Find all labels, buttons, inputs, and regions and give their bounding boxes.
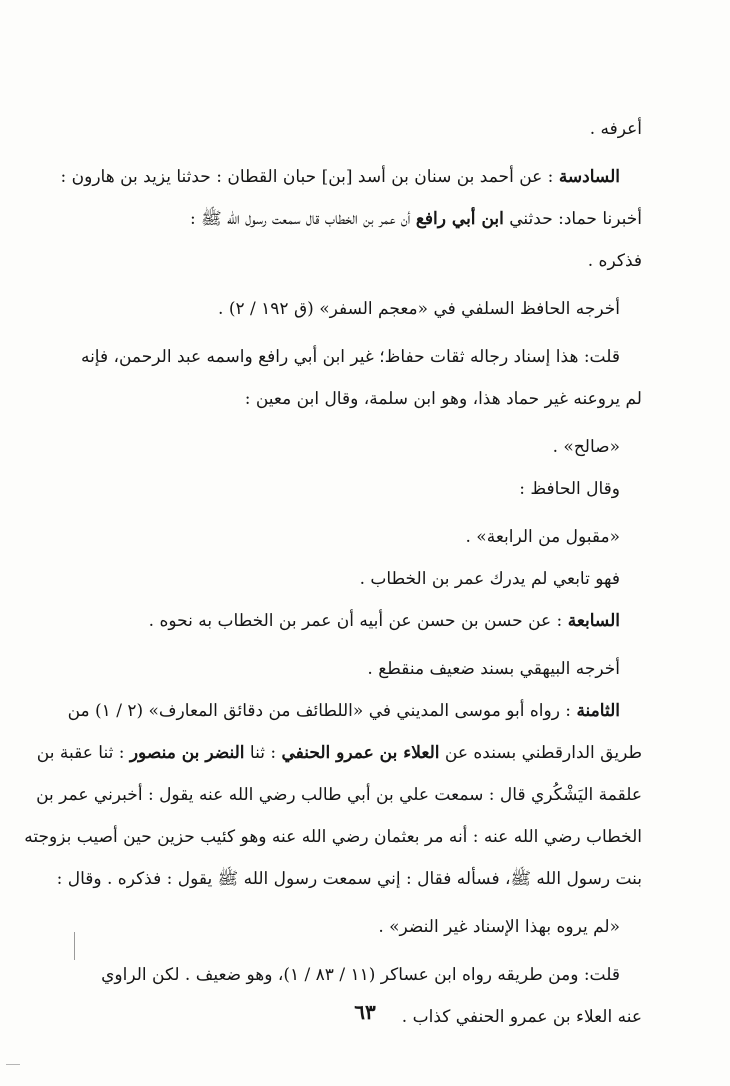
- narrator-name: العلاء بن عمرو الحنفي: [281, 743, 440, 763]
- text-line: قلت: هذا إسناد رجاله ثقات حفاظ؛ غير ابن أبي رافع واسمه عبد الرحمن، فإنه: [80, 347, 620, 367]
- text-line: لم يروعنه غير حماد هذا، وهو ابن سلمة، وقال ابن معين :: [244, 389, 642, 409]
- text-line: طريق الدارقطني بسنده عن العلاء بن عمرو الحنفي : ثنا النضر بن منصور : ثنا عقبة بن: [36, 743, 642, 763]
- page-number: ٦٣: [354, 1000, 376, 1024]
- text-line: وقال الحافظ :: [519, 479, 620, 499]
- text-line: الخطاب رضي الله عنه : أنه مر بعثمان رضي الله عنه وهو كئيب حزين حين أصيب بزوجته: [24, 827, 642, 847]
- text-line: بنت رسول الله ﷺ، فسأله فقال : إني سمعت رسول الله ﷺ يقول : فذكره . وقال :: [56, 869, 642, 889]
- quote-line: «مقبول من الرابعة» .: [465, 527, 620, 547]
- text-line: قلت: ومن طريقه رواه ابن عساكر (١١ / ٨٣ / ١)، وهو ضعيف . لكن الراوي: [101, 965, 620, 985]
- narrator-name: ابن أبي رافع: [415, 209, 504, 229]
- text-line: أخبرنا حماد: حدثني ابن أبي رافع أن عمر بن الخطاب قال سمعت رسول الله ﷺ :: [189, 209, 642, 229]
- text-line: أخرجه الحافظ السلفي في «معجم السفر» (ق ١٩٢ / ٢) .: [218, 299, 620, 319]
- text-line: أخرجه البيهقي بسند ضعيف منقطع .: [367, 659, 620, 679]
- margin-mark: [74, 932, 75, 960]
- text-line: عنه العلاء بن عمرو الحنفي كذاب .: [401, 1007, 642, 1027]
- text-line: أعرفه .: [589, 119, 642, 139]
- text-line: علقمة اليَشْكُري قال : سمعت علي بن أبي طالب رضي الله عنه يقول : أخبرني عمر بن: [36, 785, 642, 805]
- section-label: الثامنة: [576, 701, 620, 721]
- corner-mark: [6, 1064, 20, 1065]
- text-line: السابعة : عن حسن بن حسن عن أبيه أن عمر بن الخطاب به نحوه .: [148, 611, 620, 631]
- narrator-name: النضر بن منصور: [129, 743, 245, 763]
- page-body: [24, 108, 642, 1038]
- quote-line: «لم يروه بهذا الإسناد غير النضر» .: [378, 917, 620, 937]
- text-line: الثامنة : رواه أبو موسى المديني في «اللطائف من دقائق المعارف» (٢ / ١) من: [67, 701, 620, 721]
- text-line: فذكره .: [587, 251, 642, 271]
- section-label: السادسة: [558, 167, 620, 187]
- text-line: فهو تابعي لم يدرك عمر بن الخطاب .: [359, 569, 620, 589]
- text-line: السادسة : عن أحمد بن سنان بن أسد [بن] حبان القطان : حدثنا يزيد بن هارون :: [60, 167, 620, 187]
- quote-line: «صالح» .: [552, 437, 620, 457]
- section-label: السابعة: [567, 611, 620, 631]
